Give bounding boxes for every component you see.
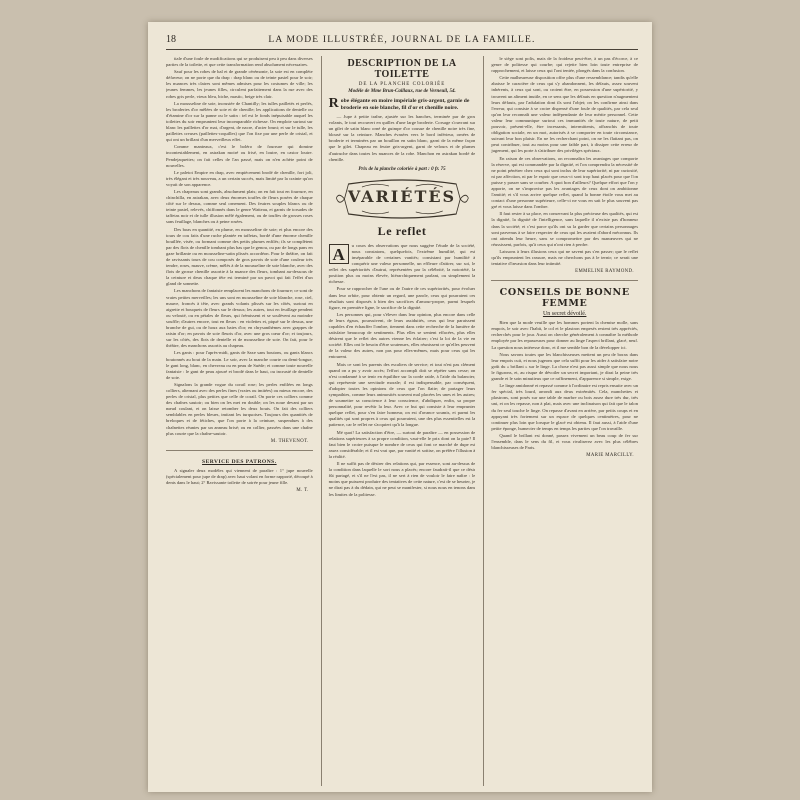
paragraph: Les gants : pour l'après-midi, gants de Saxe sans boutons, ou gants blancs boutonnés au bout de la main. Le soir, avec la manche courte ou demi-longue, le gant long, blanc, en chevreau ou en peau de Suède; et comme toute nouvelle fantaisie : le gant de peau ajouré et brodé dans le haut, ou incrusté de dentelle de soie.: [166, 350, 313, 380]
patrons-signature: M. T.: [296, 488, 309, 493]
paragraph: Les manchons de fantaisie remplacent les manchons de fourrure; ce sont de vraies petites merveilles; les uns sont en mousseline de soie blanche, rose, ciel, mauve, froncés à tête, avec grands volants plissés sur les côtés, surtout en aigrette et bouquets de fleurs sur le dessus; les autres, tout en feuillage pendent ou velouté, ou en pétales de fleurs, qui frémissent et se soulèvent au moindre souffle; d'autres encore, tout en fleurs : en violettes et, piqué sur le dessus, une branche de gui, ou de houx aux baies d'or; en chrysanthèmes avec grappes de raisin d'or; en pavots de soie fleuris d'or, avec une gros cœur d'or; et toujours, sur les côtés, des flots de dentelle et de mousseline de soie. On fait, pour le théâtre, des manchons assortis au chapeau.: [166, 288, 313, 349]
paragraph: Il faut rester à sa place, en conservant la plus précieuse des qualités, qui est la dignité, la dignité de l'intelligence, sans laquelle il n'existe pas d'honneur dans la société; et c'est parce qu'ils ont su la garder que certains personnages sont parvenus à se faire respecter de ceux qui les avaient d'abord méconnus. Ils ont attendu leur heure, sans se compromettre par des manœuvres qui ne réussissent, parfois, qu'à ceux qui n'ont rien à perdre.: [491, 211, 639, 247]
paragraph: La mousseline de soie, incrustée de Chantilly; les tulles pailletés et perlés, les broderies d'or mêlées de soie et de chenille; les applications de dentelle ou d'étamine d'or sur la panne ou le satin : tel est le fonds inépuisable auquel les toilettes du soir empruntent leur incomparable richesse. On emploie surtout sur blanc les paillettes d'or mat, d'argent, de nacre, d'acier bruni; et sur le tulle, les paillettes creuses (paillettes-coquilles) que l'on fixe par une perle de cristal, et qui ont un brillant d'un merveilleux effet.: [166, 100, 313, 143]
paragraph: En raison de ces observations, on reconnaîtra les avantages que comporte la réserve, qui est commandée par la dignité, et l'on comprendra la nécessité de ne point pénétrer chez ceux qui sont inclus de leur supériorité, ni par curiosité, ni par affection, ni par le espoir que ceux-ci sont trop haut placés pour que l'on puisse y passer sans se courber. A quoi bon d'ailleurs? Quelque effort que l'on y apporte, on ne s'improvise pas les avantages de ceux dont on ambitionne l'amitié; et s'il vous arrive quelque reflet, quand la bonne étoile vous met au contact d'une personne supérieure, celle-ci ne vous en sait le plus souvent pas gré et vous laisse dans l'ombre.: [491, 155, 639, 210]
paragraph: Rien que la mode veuille que les hommes portent la chemise molle, sans empois, le soir avec l'habit, le col et le plastron empesés restent très appréciés, recherchés pour le jour. Aussi on cherche généralement à connaître la méthode employée par les repasseuses pour donner au linge l'aspect brillant, glacé, neuf. La question nous intéresse donc, et il me semble bon de la développer ici.: [491, 320, 639, 350]
page-number: 18: [166, 34, 176, 45]
paragraph: Sauf pour les robes de bal et de grande cérémonie, la soie est en complète défaveur; on ne porte que du drap : drap blanc ou de teinte pastel pour le soir; les nuances très claires sont mêmes admises pour les costumes de ville; les jeunes femmes, les jeunes filles, circulent parfaitement dans la rue avec des robes gris perle, vieux bleu, biche, mastic, beige très clair.: [166, 69, 313, 99]
patrons-title: SERVICE DES PATRONS.: [202, 458, 277, 465]
paragraph: Laissons à leurs illusions ceux qui ne savent pas s'en passer; que le reflet qu'ils empruntent les rassure, mais ne cherchons pas à le ternir; ce serait une tentative d'invasion dans leur intimité.: [491, 248, 639, 267]
description-title: DESCRIPTION DE LA TOILETTE: [347, 58, 457, 80]
column-middle: [321, 56, 476, 786]
description-lead-text: obe élégante en moire impériale gris-argent, garnie de broderie en soie blanche, fil d'or et chenille noire.: [340, 98, 470, 111]
running-head: [166, 34, 638, 50]
paragraph: Cette malheureuse disposition offre plus d'une ressemblance; tandis qu'elle abaisse le caractère de ceux qui s'y abandonnent, les défauts, assez souvent inhérents, à ceux qui sont, ou croient être, en possession d'une supériorité, y trouvent un aliment inutile, en ce sens que les défauts en question n'augmentent leurs défauts, par l'adulation dont ils sont l'objet; on les confirme ainsi dans l'erreur, qui consiste à se croire dispensé d'une foule de qualités, par cela seul qu'on leur reconnaît une valeur indépendante de leur mérite personnel. Cette valeur leur communique surtout ces immunités de toute nature, de petit pouvoir, présent-elle, être incessants, intermittents, affranchis de toute obligation sociale, en un mot, autorisés à se comporter en toute circonstance, suivant leur bon plaisir. En ne les recherchant point, on ne les flattant pas, on peut contribuer, tout au moins pour une faible part, à dissiper cette erreur de jugement, qui les porte à s'attribuer des privilèges spéciaux.: [491, 75, 639, 154]
patrons-section: [166, 468, 313, 486]
paragraph: Les personnes qui, pour s'élever dans leur opinion, plus encore dans celle de leurs égaux, poursuivent, de leurs assiduités, ceux qui leur paraissent capables d'en échauffer l'ombre, tiennent dans cette recherche de la lumière de satisfaire beaucoup de sentiments. Plus elles se sentent effacées, plus elles désirent que le reflet des autres vienne les éclairer; c'est la loi de la vie en société. Elles ont le besoin d'être soutenues, elles réunissent ce qu'elles peuvent de la valeur des autres, non pas pour elles-mêmes, mais pour ceux qui les entourent.: [328, 311, 476, 360]
paragraph: Les chapeaux sont grands, absolument plats; on en fait tout en fourrure, en chinchilla, en astrakan, avec deux énormes touffes de fleurs posées de chaque côté sur le dessus, comme seul ornement. Des feutres souples blancs ou de teinte pastel, relevés, chiffonnés dans le genre Watteau, et garnis de torsades de taffetas noir et de tulle illusion mêlé également, ou de touffes de grosses roses sans feuillage, blanches ou à peine rosées.: [166, 188, 313, 225]
paragraph: Signalons la grande vogue du corail rose; les perles enfilées en longs colliers, alternant avec des perles fines (vraies ou imitées) ou mieux encore, des perles de cristal, plus petites que celle de corail. On porte ces colliers comme des chaînes sautoir; ou bien on les met en double; on les noue devant par un nœud coulant, et on laisse retomber les deux bouts. On fait des colliers semblables en perles bleues, imitant les turquoises. Toujours des quantités de breloques et de fétiches, que l'on porte à la ceinture, suspendues à des chaînettes réunies par un anneau brisé; ou en collier, passées dans une chaîne plus courte que la chaîne-sautoir.: [166, 381, 313, 436]
paragraph: Le paletot Empire en drap, avec empiècement brodé de chenille, fort joli, très élégant et très nouveau, a un certain succès, mais limité par la crainte qu'on voyait de son apparence.: [166, 169, 313, 187]
article-title: Le reflet: [377, 223, 427, 238]
paragraph: Comme manteaux, c'est le boléro de fourrure qui domine incontestablement, en astrakan moiré ou frisé, en loutre, en castor loutre. Pendejaquettes; on fait celles de l'an passé, mais on n'en achète point de nouvelles.: [166, 144, 313, 168]
journal-title: LA MODE ILLUSTRÉE, JOURNAL DE LA FAMILLE.: [268, 35, 536, 45]
paragraph: le siège sont polis, mais de la froideur peut-être, à un pas d'écorce, à ce genre de politesse qui courbe; qui rejette bien loin toute entreprise de rapprochement, et laisse ceux qui l'ont tentée, plongés dans la confusion.: [491, 56, 639, 74]
paragraph: Quand le brillant est donné, passez vivement un beau coup de fer sur l'ensemble, dans le sens du fil, et vous rivaliserez avec les plus célèbres blanchisseuses de Paris.: [491, 432, 639, 451]
description-lead: [329, 98, 476, 112]
plate-price: Prix de la planche coloriée à part : 0 fr. 75: [358, 166, 446, 172]
column-right: [483, 56, 638, 786]
description-model: Modèle de Mme Brun-Caillaux, rue de Verneuil, 54.: [348, 89, 456, 94]
fashion-chronicle: [166, 56, 313, 437]
conseils-subtitle: Un secret dévoilé.: [542, 311, 587, 318]
description-text: — Jupe à petite traîne, ajustée sur les hanches, terminée par de gros volants, le tout recouvert en quilles d'une large broderie. Corsage s'ouvrant sur un gilet de satin blanc orné de guimpe d'or cousue de chenille noire très fine, blousé sur la ceinture. Manches évasées vers le bord inférieur, ornées de broderie et terminées par un bouillon en satin blanc, garni de la même façon que le gilet. Chapeau en feutre gris-argent, garni de velours et de plumes d'autruche dans toutes les nuances de la robe. Manchon en astrakan bordé de chenille.: [328, 114, 476, 162]
newspaper-page: [148, 22, 652, 792]
paragraph: Pour se rapprocher de l'une ou de l'autre de ces supériorités, pour évoluer dans leur orbite, pour obtenir un regard, une parole, ceux qui pourraient ces résultats sont disposés à bien des sacrifices d'amour-propre, parmi lesquels figure, en première ligne, le sacrifice de la dignité.: [328, 286, 476, 310]
paragraph: Mé quoi! La satisfaction d'être, — surtout de paraître — en possession de relations supérieures à sa propre condition, vaut-elle le prix dont on la paie? Il faut bien le croire puisque le nombre de ceux qui font ce marché de dupe est assez considérable; et il est vrai que, par vanité et sottise, on préfère l'illusion à la réalité.: [328, 429, 476, 459]
section-divider: [166, 450, 313, 451]
paragraph: Il ne suffit pas de désirer des relations qui, par essence, sont au-dessus de la condition dans laquelle le sort nous a placés; encore faudrait-il que ce désir fût partagé, et s'il ne l'est pas, il ne sert à rien de vouloir le faire naître : le moins que puissent produire des tentatives de cette nature, c'est de se heurter, je ne dirai pas à du dédain, qui ne peut se manifester, si nous nous en tenons dans les limites de la politesse.: [328, 461, 476, 497]
article-continuation: [491, 56, 638, 267]
paragraph: Mais ce sont les parents des escaliers de service; et tout n'est pas clément quand on a pu y avoir accès; l'effort accompli doit se répéter sans cesse; on n'est condamné à se tenir en équilibre sur la corde raide, à l'aide du balancier, qui représente une servitude morale; il est indispensable, par conséquent, d'adopter toutes les opinions de ceux que l'on flatte; de partager leurs sympathies, comme leurs animosités souvent mal placées les unes et les autres; de soumettre sa conscience à leur conscience, d'abdiquer, enfin, sa propre personnalité, pour revêtir la leur. Avec ce but qui consiste à leur emprunter quelque reflet, pour s'en faire honneur, on est d'avance soumis, et parmi les qualités qui sont propres à ceux qui pourraient, une des plus essentielles est la patience, car le reflet ne s'acquiert qu'à la longue.: [328, 361, 476, 428]
article-initial: A: [329, 244, 349, 264]
article-body: [329, 243, 476, 498]
paragraph: Le linge amidonné et repassé comme à l'ordinaire est repris ensuite avec un fer spécial, très lourd, arrondi aux deux extrémités. Cela, manchettes et plastrons, sont posés sur une table de marbre ou bois assez dure très dur, très uni, et on les repasse, non à plat, mais avec une inclinaison qui fait que le talon du fer seul touche le linge. On repasse d'avant en arrière, par petits coups et en appuyant très fortement sur un espace de quelques centimètres, pour ne continuer plus loin que lorsque le glacé est obtenu. Il faut aussi, à l'aide d'une petite éponge, humecter de temps en temps les parties que l'on travaille.: [491, 383, 639, 431]
varietes-banner: [335, 178, 470, 220]
paragraph: A signaler deux modèles qui viennent de paraître : 1° jupe nouvelle (spécialement pour jupe de drap) avec haut volant en forme rapporté, découpé à dents dans le haut; 2° Ravissante toilette de soirée pour jeune fille.: [166, 467, 313, 485]
conseils-signature: MARIE MARCILLY.: [586, 453, 635, 459]
description-initial: R: [328, 96, 339, 111]
paragraph: u cours des observations que nous suggère l'étude de la société, nous constatons, quelquefois, l'extrême humilité, qui est inséparable de certaines vanités; consistant par humilité à conquérir une valeur personnelle, un effleure d'attirer, sur soi, le reflet des supériorités d'autrui, représentées par la célébrité, la notoriété, la position plus ou moins élevée, hiérarchiquement parlant, ou simplement la richesse.: [328, 242, 476, 285]
columns: [166, 56, 638, 786]
article-signature: EMMELINE RAYMOND.: [575, 269, 635, 275]
chronicle-signature: M. THEVENOT.: [270, 438, 309, 444]
description-subtitle: DE LA PLANCHE COLORIÉE: [358, 82, 446, 87]
conseils-body: [491, 320, 638, 451]
varietes-heading: VARIÉTÉS: [347, 186, 457, 206]
paragraph: tiale d'une foule de modifications qui se produisent peu à peu dans diverses parties de la toilette, et que cette transformation rend absolument nécessaires.: [166, 56, 313, 68]
conseils-title: CONSEILS DE BONNE FEMME: [491, 280, 638, 309]
column-left: [166, 56, 313, 786]
paragraph: Des boas en quantité, en plume, en mousseline de soie; et plus encore des tours de cou faits d'une ruche plantée en taffetas, bordé d'une énorme chenille bouillée, visée, ou formant comme des petits plumes enfilés; ils se complètent par des flots de chenille tombant plus bas que le genou, ou par de longs pans en gaze brillante ou en mousseline-satin plissés accordéon. Pour le théâtre, on fait de ravissants tours de cou composés de gros pavots de soie d'une couleur très tendre, roses, mauve, crème, mêlés à de la mousseline de soie blanche, avec des flots de grosse chenille assortie à la nuance des fleurs, tombant au-dessous de la ceinture et deux chaque tête est terminé par un pavot qui fait l'effet d'un gland de sonnette.: [166, 226, 313, 287]
paragraph: Nous savons toutes que les blanchisseuses mettent un peu de borax dans leur empois cuit, et nous jugeons que cela suffit pour les aider à satisfaire notre goût du « brillant » sur le linge. La chose n'est pas aussi simple que nous nous le figurons, et, au risque de dévoiler un secret important, je dirai la peine très grande et le soin minutieux que ce raffinement, d'apparence si simple, exige.: [491, 351, 639, 382]
